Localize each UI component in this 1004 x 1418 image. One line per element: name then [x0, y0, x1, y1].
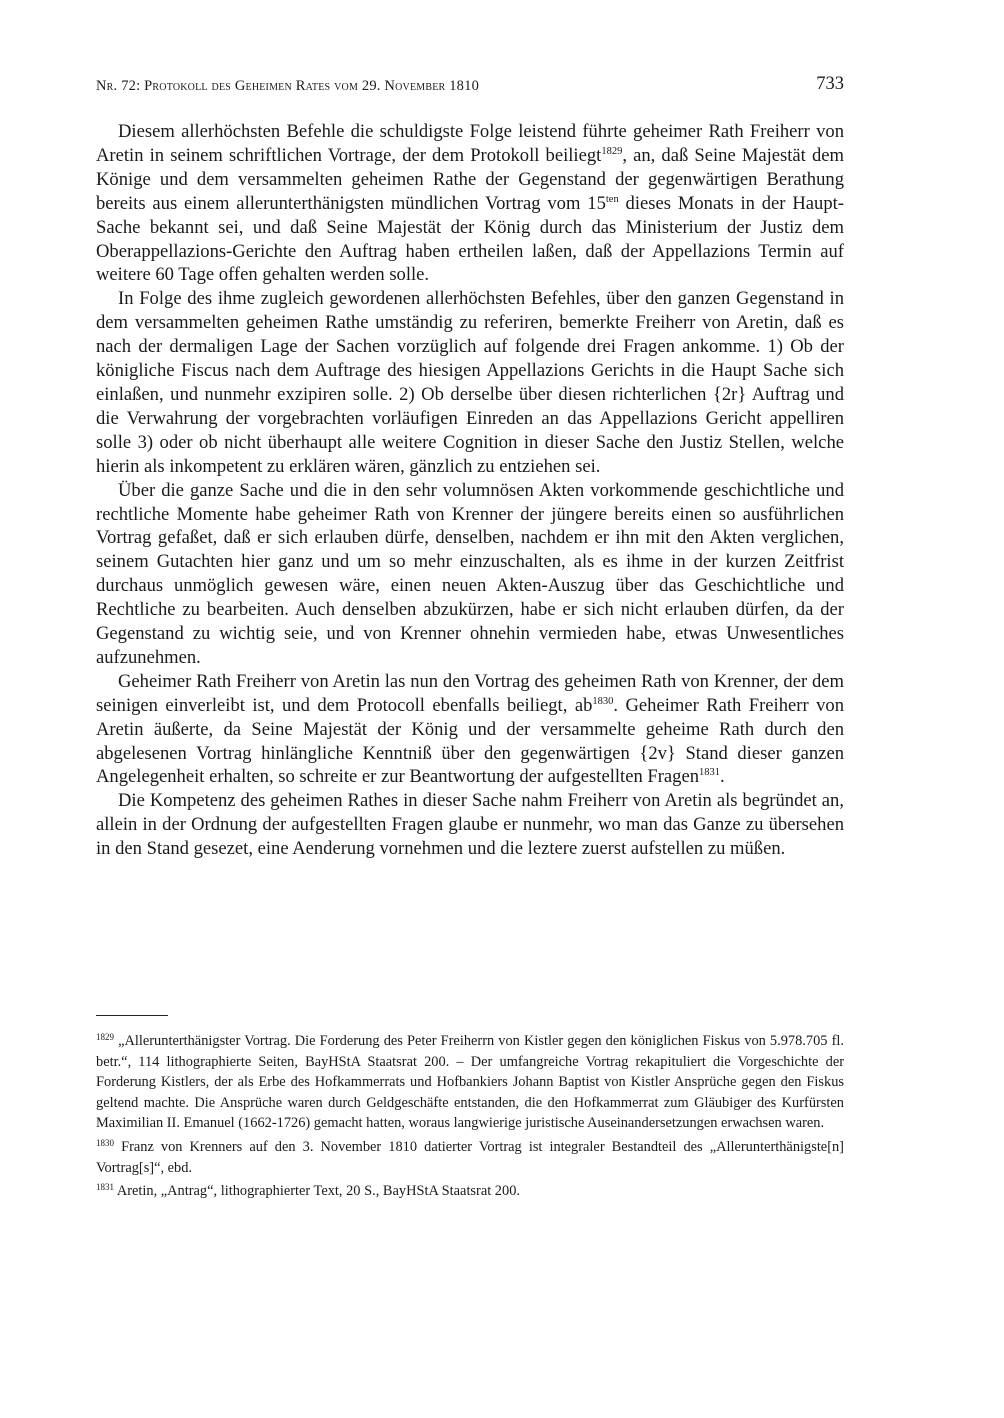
ordinal-suffix: ten	[605, 193, 619, 205]
paragraph-1-text-b: , an, daß Seine Majestät dem Könige und dem versammelten geheimen Rathe der Gegenstand der gegenwärtigen Berathung bereits aus einem allerunterthänigsten mündlichen Vortrag vom 15	[96, 144, 844, 214]
footnote-number: 1831	[96, 1182, 114, 1193]
footnote-1831	[96, 1181, 844, 1202]
footnote-ref-1831: 1831	[699, 767, 721, 779]
paragraph-1-text-a: Diesem allerhöchsten Befehle die schuldigste Folge leistend führte geheimer Rath Freiherr von Aretin in seinem schriftlichen Vortrage, der dem Protokoll beiliegt	[96, 121, 844, 166]
footnote-ref-1830: 1830	[592, 695, 614, 707]
paragraph-3: Über die ganze Sache und die in den sehr volumnösen Akten vorkommende geschichtliche und rechtliche Momente habe geheimer Rath von Krenner der jüngere bereits einen so ausführlichen Vortrag gefaßet, daß er sich erlauben dürfe, denselben, nachdem er ihn mit den Akten verglichen, seinem Gutachten hier ganz und um so mehr einzuschalten, als es ihme in der kurzen Zeitfrist durchaus unmöglich gewesen wäre, einen neuen Akten-Auszug über das Geschichtliche und Rechtliche zu bearbeiten. Auch denselben abzukürzen, habe er sich nicht erlauben dürfen, da der Gegenstand zu wichtig seie, und von Krenner ohnehin vermieden habe, etwas Unwesentliches aufzunehmen.	[96, 479, 844, 668]
paragraph-1	[96, 120, 844, 287]
paragraph-4	[96, 670, 844, 790]
footnote-1830	[96, 1137, 844, 1178]
page-number: 733	[816, 74, 844, 94]
footnote-separator	[96, 1015, 168, 1016]
paragraph-4-text-a: Geheimer Rath Freiherr von Aretin las nun den Vortrag des geheimen Rath von Krenner, der dem seinigen einverleibt ist, und dem Protocoll ebenfalls beiliegt, ab	[96, 670, 844, 716]
paragraph-2: In Folge des ihme zugleich gewordenen allerhöchsten Befehles, über den ganzen Gegenstand in dem versammelten geheimen Rathe umständig zu referiren, bemerkte Freiherr von Aretin, daß es nach der dermaligen Lage der Sachen vorzüglich auf folgende drei Fragen ankomme. 1) Ob der königliche Fiscus nach dem Auftrage des hiesigen Appellazions Gerichts in die Haupt Sache sich einlaßen, und nunmehr exzipiren solle. 2) Ob derselbe über diesen richterlichen {2r} Auftrag und die Verwahrung der vorgebrachten vorläufigen Einreden an das Appellazions Gericht appelliren solle 3) oder ob nicht überhaupt alle weitere Cognition in dieser Sache den Justiz Stellen, welche hierin als inkompetent zu erklären wären, gänzlich zu entziehen sei.	[96, 288, 844, 477]
paragraph-4-text-b: . Geheimer Rath Freiherr von Aretin äußerte, da Seine Majestät der König und der versammelte geheime Rath durch den abgelesenen Vortrag hinlängliche Kenntniß über den gegenwärtigen {2v} Stand dieser ganzen Angelegenheit erhalten, so schreite er zur Beantwortung der aufgestellten Fragen	[96, 694, 844, 788]
paragraph-1-text-c: dieses Monats in der Haupt-Sache bekannt sei, und daß Seine Majestät der König durch das Ministerium der Justiz dem Oberappellazions-Gerichte den Auftrag haben ertheilen laßen, daß der Appellazions Termin auf weitere 60 Tage offen gehalten werden solle.	[96, 192, 844, 286]
footnote-text: „Allerunterthänigster Vortrag. Die Forderung des Peter Freiherrn von Kistler gegen den königlichen Fiskus von 5.978.705 fl. betr.“, 114 lithographierte Seiten, BayHStA Staatsrat 200. – Der umfangreiche Vortrag rekapituliert die Vorgeschichte der Forderung Kistlers, der als Erbe des Hofkammerrats und Hofbankiers Johann Baptist von Kistler Ansprüche gegen den Fiskus geltend machte. Die Ansprüche waren durch Geldgeschäfte entstanden, die den Hofkammerrat zum Gläubiger des Kurfürsten Maximilian II. Emanuel (1662-1726) gemacht hatten, woraus langwierige juristische Auseinandersetzungen erwachsen waren.	[96, 1033, 844, 1132]
paragraph-5: Die Kompetenz des geheimen Rathes in dieser Sache nahm Freiherr von Aretin als begründet an, allein in der Ordnung der aufgestellten Fragen glaube er nunmehr, wo man das Ganze zu übersehen in den Stand gesezet, eine Aenderung vornehmen und die leztere zuerst aufstellen zu müßen.	[96, 790, 844, 860]
footnotes	[96, 1031, 844, 1205]
paragraph-4-text-c: .	[720, 766, 725, 788]
footnote-text: Aretin, „Antrag“, lithographierter Text, 20 S., BayHStA Staatsrat 200.	[116, 1183, 520, 1200]
running-header	[96, 76, 844, 100]
footnote-text: Franz von Krenners auf den 3. November 1810 datierter Vortrag ist integraler Bestandteil des „Allerunterthänigste[n] Vortrag[s]“, ebd.	[96, 1138, 844, 1176]
main-text	[96, 120, 844, 861]
header-title: Nr. 72: Protokoll des Geheimen Rates vom 29. November 1810	[96, 78, 480, 94]
footnote-number: 1830	[96, 1137, 114, 1148]
footnote-ref-1829: 1829	[601, 145, 623, 157]
footnote-1829	[96, 1031, 844, 1134]
footnote-number: 1829	[96, 1032, 114, 1042]
